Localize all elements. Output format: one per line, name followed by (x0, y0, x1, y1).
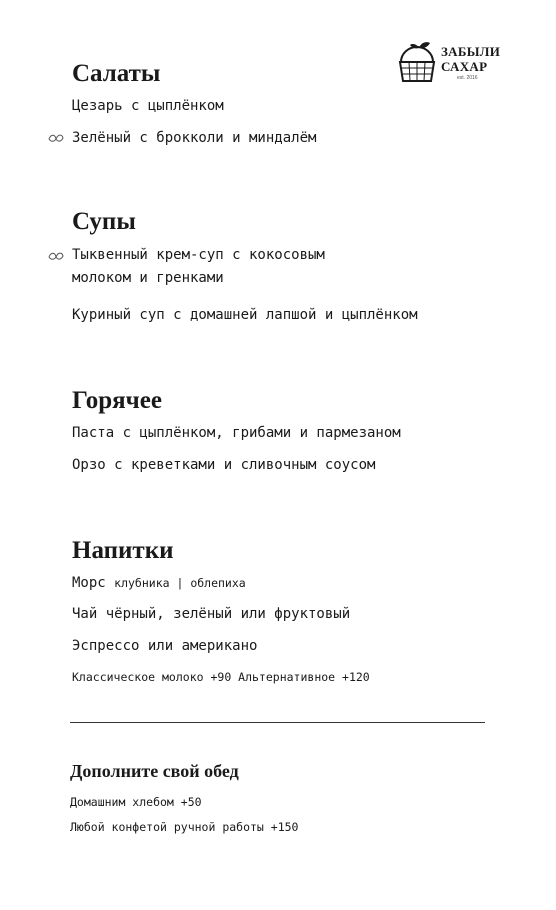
brand-est: est. 2016 (457, 75, 478, 81)
mors-name: Морс (72, 575, 106, 591)
menu-item: Паста с цыплёнком, грибами и пармезаном (72, 425, 401, 441)
brand-name-line1: ЗАБЫЛИ (441, 44, 501, 59)
basket-icon (397, 40, 437, 84)
menu-item-mors (72, 572, 246, 595)
vegetarian-leaf-icon (48, 133, 64, 145)
section-title-soups: Супы (72, 208, 136, 235)
menu-item: Цезарь с цыплёнком (72, 98, 224, 114)
extras-item: Любой конфетой ручной работы +150 (70, 820, 299, 834)
section-title-salads: Салаты (72, 60, 161, 87)
menu-item: молоком и гренками (72, 270, 224, 286)
section-title-hot: Горячее (72, 387, 162, 414)
menu-item: Чай чёрный, зелёный или фруктовый (72, 606, 351, 622)
extras-title: Дополните свой обед (70, 761, 239, 781)
brand-name-line2: САХАР (441, 59, 488, 74)
menu-item: Зелёный с брокколи и миндалём (72, 130, 317, 146)
brand-logo (397, 40, 517, 90)
section-title-drinks: Напитки (72, 537, 174, 564)
menu-item: Куриный суп с домашней лапшой и цыплёнком (72, 307, 418, 323)
mors-options: клубника | облепиха (114, 576, 246, 590)
menu-item: Орзо с креветками и сливочным соусом (72, 457, 376, 473)
menu-item: Тыквенный крем-суп с кокосовым (72, 247, 325, 263)
milk-note: Классическое молоко +90 Альтернативное +120 (72, 670, 370, 684)
menu-item: Эспрессо или американо (72, 638, 258, 654)
extras-item: Домашним хлебом +50 (70, 795, 202, 809)
vegetarian-leaf-icon (48, 251, 64, 263)
divider (70, 722, 485, 723)
